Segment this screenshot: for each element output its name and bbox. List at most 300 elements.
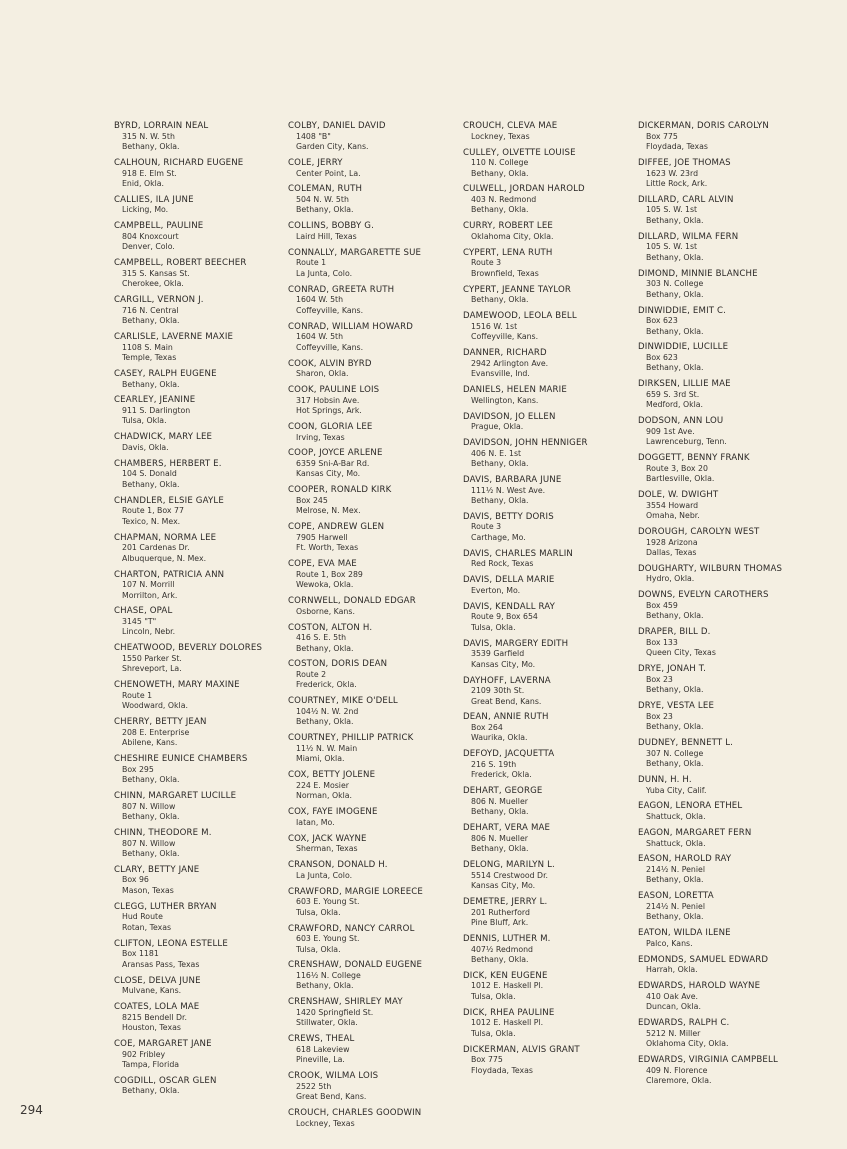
entry-address-line: Osborne, Kans. (296, 606, 355, 616)
entry-name: CLARY, BETTY JANE (114, 864, 200, 875)
directory-entry (114, 158, 282, 189)
entry-address-line: Little Rock, Ark. (646, 178, 708, 188)
entry-name: COPE, EVA MAE (288, 559, 357, 570)
entry-address-line: 104 S. Donald (122, 469, 177, 479)
directory-entry (638, 1018, 806, 1049)
directory-entry (288, 807, 456, 828)
entry-address-line: 105 S. W. 1st (646, 242, 698, 252)
entry-name: COX, FAYE IMOGENE (288, 807, 378, 818)
directory-entry (288, 184, 456, 215)
entry-address-line: Red Rock, Texas (471, 559, 534, 569)
directory-entry (114, 643, 282, 674)
entry-address-line: Licking, Mo. (122, 205, 169, 215)
entry-address-line: Tulsa, Okla. (471, 991, 516, 1001)
directory-entry (288, 696, 456, 727)
entry-address-line: Shattuck, Okla. (646, 838, 706, 848)
entry-name: CYPERT, LENA RUTH (463, 247, 553, 258)
entry-address-line: 214½ N. Peniel (646, 901, 705, 911)
entry-address-line: Harrah, Okla. (646, 965, 698, 975)
directory-entry (114, 459, 282, 490)
directory-column-2 (288, 121, 456, 1135)
entry-name: CRENSHAW, SHIRLEY MAY (288, 997, 403, 1008)
entry-address-line: Hydro, Okla. (646, 574, 695, 584)
entry-name: DAVIDSON, JO ELLEN (463, 411, 556, 422)
directory-entry (463, 934, 631, 965)
entry-name: DEAN, ANNIE RUTH (463, 712, 549, 723)
entry-name: CRANSON, DONALD H. (288, 860, 388, 871)
entry-address-line: Tulsa, Okla. (471, 1028, 516, 1038)
entry-address-line: Box 1181 (122, 949, 159, 959)
entry-address-line: 1550 Parker St. (122, 653, 182, 663)
entry-address-line: Stillwater, Okla. (296, 1018, 358, 1028)
directory-entry (288, 733, 456, 764)
entry-address-line: Floydada, Texas (646, 142, 708, 151)
entry-address-line: Coffeyville, Kans. (296, 305, 364, 315)
entry-address-line: Medford, Okla. (646, 400, 704, 410)
entry-address-line: 1604 W. 5th (296, 295, 344, 305)
directory-entry (114, 865, 282, 896)
directory-entry (463, 184, 631, 215)
entry-address-line: 716 N. Central (122, 305, 179, 315)
directory-entry (638, 828, 806, 849)
entry-address-line: Bethany, Okla. (646, 611, 704, 621)
directory-entry (114, 939, 282, 970)
entry-address-line: Box 775 (646, 131, 678, 141)
entry-address-line: Bartlesville, Okla. (646, 474, 715, 484)
entry-address-line: Kansas City, Mo. (296, 469, 361, 479)
entry-address-line: Iatan, Mo. (296, 817, 335, 827)
entry-name: DICK, KEN EUGENE (463, 970, 548, 981)
entry-address-line: Box 23 (646, 711, 673, 721)
entry-address-line: Lincoln, Nebr. (122, 627, 176, 637)
entry-name: CALLIES, ILA JUNE (114, 194, 194, 205)
entry-address-line: Box 245 (296, 495, 328, 505)
entry-name: DUDNEY, BENNETT L. (638, 738, 734, 748)
entry-name: COOK, ALVIN BYRD (288, 358, 372, 369)
entry-address-line: Miami, Okla. (296, 754, 345, 764)
directory-entry (638, 232, 806, 263)
directory-entry (463, 712, 631, 743)
entry-address-line: Cherokee, Okla. (122, 279, 184, 289)
entry-address-line: Box 96 (122, 875, 149, 885)
entry-address-line: La Junta, Colo. (296, 870, 353, 880)
entry-address-line: Bethany, Okla. (122, 142, 180, 151)
entry-address-line: 5514 Crestwood Dr. (471, 870, 549, 880)
entry-name: DANNER, RICHARD (463, 348, 547, 359)
entry-address-line: 216 S. 19th (471, 759, 517, 769)
directory-entry (288, 448, 456, 479)
entry-address-line: Bethany, Okla. (646, 875, 704, 885)
directory-entry (463, 311, 631, 342)
directory-entry (463, 786, 631, 817)
entry-address-line: 1928 Arizona (646, 537, 698, 547)
entry-address-line: Oklahoma City, Okla. (471, 231, 554, 241)
entry-address-line: 1108 S. Main (122, 342, 173, 352)
entry-address-line: 105 S. W. 1st (646, 205, 698, 215)
entry-address-line: Great Bend, Kans. (471, 696, 542, 706)
directory-entry (463, 676, 631, 707)
directory-entry (638, 195, 806, 226)
entry-address-line: 3145 "T" (122, 617, 157, 627)
directory-entry (463, 575, 631, 596)
entry-address-line: Lockney, Texas (296, 1118, 355, 1128)
entry-name: DAVIS, MARGERY EDITH (463, 638, 569, 649)
entry-name: CHESHIRE EUNICE CHAMBERS (114, 754, 248, 765)
directory-entry (114, 754, 282, 785)
entry-address-line: Abilene, Kans. (122, 738, 178, 748)
directory-entry (288, 659, 456, 690)
entry-address-line: Sherman, Texas (296, 844, 358, 854)
entry-name: CLIFTON, LEONA ESTELLE (114, 938, 228, 949)
entry-address-line: Shreveport, La. (122, 664, 182, 674)
entry-name: DRAPER, BILL D. (638, 627, 711, 638)
directory-entry (288, 248, 456, 279)
directory-entry (638, 738, 806, 769)
directory-entry (638, 342, 806, 373)
directory-entry (463, 248, 631, 279)
entry-name: DUNN, H. H. (638, 774, 692, 785)
entry-address-line: Kansas City, Mo. (471, 881, 536, 891)
entry-address-line: Mason, Texas (122, 885, 174, 895)
entry-address-line: 315 S. Kansas St. (122, 268, 190, 278)
entry-address-line: Frederick, Okla. (296, 680, 357, 690)
entry-address-line: Morrilton, Ark. (122, 590, 178, 600)
entry-name: CARLISLE, LAVERNE MAXIE (114, 332, 234, 343)
entry-address-line: Bethany, Okla. (122, 775, 180, 785)
entry-name: CYPERT, JEANNE TAYLOR (463, 284, 572, 295)
directory-entry (288, 422, 456, 443)
entry-address-line: 107 N. Morrill (122, 580, 175, 590)
directory-entry (288, 359, 456, 380)
entry-name: DANIELS, HELEN MARIE (463, 385, 567, 396)
entry-name: COSTON, ALTON H. (288, 622, 373, 633)
entry-name: DAYHOFF, LAVERNA (463, 675, 551, 686)
entry-name: EAGON, MARGARET FERN (638, 827, 752, 838)
entry-address-line: Albuquerque, N. Mex. (122, 553, 207, 563)
entry-name: CREWS, THEAL (288, 1034, 355, 1045)
entry-name: CONRAD, GREETA RUTH (288, 284, 395, 295)
entry-address-line: Ft. Worth, Texas (296, 543, 359, 553)
directory-entry (463, 221, 631, 242)
entry-address-line: 104½ N. W. 2nd (296, 706, 359, 716)
directory-entry (114, 680, 282, 711)
entry-address-line: 224 E. Mosier (296, 780, 349, 790)
entry-address-line: Tulsa, Okla. (296, 944, 341, 954)
directory-entry (114, 717, 282, 748)
directory-entry (638, 158, 806, 189)
entry-name: CHEATWOOD, BEVERLY DOLORES (114, 643, 263, 654)
entry-address-line: Wewoka, Okla. (296, 580, 354, 590)
entry-name: CHAMBERS, HERBERT E. (114, 458, 222, 469)
entry-name: DAVIDSON, JOHN HENNIGER (463, 438, 588, 449)
entry-address-line: 5212 N. Miller (646, 1028, 701, 1038)
entry-address-line: 111½ N. West Ave. (471, 485, 546, 495)
entry-address-line: Pineville, La. (296, 1055, 345, 1065)
entry-address-line: 603 E. Young St. (296, 897, 360, 907)
directory-entry (463, 897, 631, 928)
directory-entry (638, 854, 806, 885)
directory-entry (288, 770, 456, 801)
entry-address-line: Tulsa, Okla. (471, 622, 516, 632)
entry-name: COX, JACK WAYNE (288, 833, 367, 844)
entry-address-line: 1408 "B" (296, 131, 331, 141)
directory-entry (638, 416, 806, 447)
entry-name: CARGILL, VERNON J. (114, 295, 204, 306)
directory-entry (288, 322, 456, 353)
entry-address-line: 2942 Arlington Ave. (471, 358, 549, 368)
entry-address-line: Bethany, Okla. (122, 848, 180, 858)
entry-address-line: 110 N. College (471, 158, 529, 168)
entry-address-line: Bethany, Okla. (471, 954, 529, 964)
entry-name: EDWARDS, VIRGINIA CAMPBELL (638, 1055, 778, 1066)
directory-entry (114, 121, 282, 152)
directory-entry (463, 749, 631, 780)
entry-name: COURTNEY, PHILLIP PATRICK (288, 733, 414, 744)
entry-address-line: Bethany, Okla. (646, 722, 704, 732)
entry-address-line: Box 775 (471, 1055, 503, 1065)
entry-name: CLEGG, LUTHER BRYAN (114, 901, 217, 912)
directory-entry (114, 976, 282, 997)
entry-address-line: Route 3, Box 20 (646, 463, 708, 473)
entry-address-line: Box 23 (646, 674, 673, 684)
entry-name: DAVIS, DELLA MARIE (463, 575, 555, 586)
entry-address-line: 3554 Howard (646, 500, 699, 510)
entry-name: DAVIS, KENDALL RAY (463, 601, 556, 612)
directory-entry (114, 195, 282, 216)
entry-address-line: 2522 5th (296, 1081, 332, 1091)
entry-address-line: Temple, Texas (122, 353, 177, 363)
directory-entry (288, 860, 456, 881)
entry-address-line: Oklahoma City, Okla. (646, 1039, 729, 1049)
directory-entry (638, 306, 806, 337)
directory-entry (463, 639, 631, 670)
entry-name: EDWARDS, HAROLD WAYNE (638, 981, 761, 992)
directory-entry (288, 960, 456, 991)
directory-entry (463, 549, 631, 570)
entry-address-line: Bethany, Okla. (296, 643, 354, 653)
entry-name: CHINN, THEODORE M. (114, 827, 212, 838)
entry-address-line: Pine Bluff, Ark. (471, 918, 529, 927)
directory-entry (288, 1071, 456, 1102)
entry-address-line: Bethany, Okla. (646, 252, 704, 262)
entry-address-line: Bethany, Okla. (646, 912, 704, 922)
entry-address-line: 806 N. Mueller (471, 833, 528, 843)
entry-address-line: 416 S. E. 5th (296, 633, 347, 643)
entry-address-line: Lockney, Texas (471, 131, 530, 141)
entry-address-line: Bethany, Okla. (296, 717, 354, 727)
directory-entry (288, 623, 456, 654)
entry-name: COATES, LOLA MAE (114, 1002, 200, 1013)
directory-entry (463, 475, 631, 506)
directory-entry (638, 121, 806, 152)
entry-address-line: Everton, Mo. (471, 585, 521, 595)
entry-name: CASEY, RALPH EUGENE (114, 368, 217, 379)
directory-entry (288, 596, 456, 617)
entry-address-line: Bethany, Okla. (122, 479, 180, 489)
entry-address-line: Bethany, Okla. (646, 363, 704, 373)
directory-entry (463, 285, 631, 306)
entry-name: CORNWELL, DONALD EDGAR (288, 596, 416, 607)
entry-address-line: Rotan, Texas (122, 922, 172, 932)
directory-entry (463, 348, 631, 379)
entry-address-line: 410 Oak Ave. (646, 991, 699, 1001)
entry-name: DOGGETT, BENNY FRANK (638, 453, 750, 464)
entry-address-line: Bethany, Okla. (471, 459, 529, 469)
entry-name: COLEMAN, RUTH (288, 184, 363, 195)
directory-entry (638, 453, 806, 484)
entry-address-line: Melrose, N. Mex. (296, 506, 361, 516)
entry-name: EDWARDS, RALPH C. (638, 1018, 730, 1029)
entry-address-line: Lawrenceburg, Tenn. (646, 437, 727, 447)
entry-address-line: 1623 W. 23rd (646, 168, 699, 178)
entry-address-line: 909 1st Ave. (646, 426, 695, 436)
entry-address-line: 911 S. Darlington (122, 406, 191, 416)
entry-name: DIMOND, MINNIE BLANCHE (638, 268, 758, 279)
entry-address-line: Irving, Texas (296, 432, 345, 442)
entry-name: COSTON, DORIS DEAN (288, 659, 388, 670)
entry-address-line: 1012 E. Haskell Pl. (471, 1018, 544, 1028)
directory-entry (288, 1034, 456, 1065)
entry-name: CHERRY, BETTY JEAN (114, 717, 207, 728)
entry-address-line: 807 N. Willow (122, 801, 176, 811)
entry-address-line: La Junta, Colo. (296, 268, 353, 278)
entry-address-line: 303 N. College (646, 279, 704, 289)
directory-column-4 (638, 121, 806, 1092)
entry-address-line: Box 623 (646, 353, 678, 363)
entry-address-line: 315 N. W. 5th (122, 131, 175, 141)
entry-name: DRYE, VESTA LEE (638, 701, 715, 712)
entry-name: DEFOYD, JACQUETTA (463, 749, 555, 760)
entry-address-line: 409 N. Florence (646, 1065, 708, 1075)
entry-name: CHANDLER, ELSIE GAYLE (114, 495, 224, 506)
entry-name: CHINN, MARGARET LUCILLE (114, 791, 237, 801)
entry-name: CURRY, ROBERT LEE (463, 221, 553, 232)
directory-entry (463, 860, 631, 891)
entry-address-line: Bethany, Okla. (122, 1086, 180, 1096)
directory-entry (638, 590, 806, 621)
entry-address-line: Evansville, Ind. (471, 369, 530, 379)
entry-address-line: Omaha, Nebr. (646, 511, 700, 521)
entry-name: DINWIDDIE, LUCILLE (638, 342, 729, 353)
entry-address-line: Bethany, Okla. (471, 495, 529, 505)
entry-name: DAVIS, BETTY DORIS (463, 511, 554, 522)
entry-name: COE, MARGARET JANE (114, 1038, 212, 1049)
entry-name: COOK, PAULINE LOIS (288, 385, 380, 396)
entry-address-line: Box 295 (122, 764, 154, 774)
directory-entry (114, 258, 282, 289)
entry-address-line: 407½ Redmond (471, 944, 533, 954)
entry-address-line: Texico, N. Mex. (122, 516, 181, 526)
entry-address-line: Floydada, Texas (471, 1065, 533, 1075)
directory-entry (463, 971, 631, 1002)
directory-entry (638, 775, 806, 796)
entry-name: DIFFEE, JOE THOMAS (638, 157, 731, 168)
directory-entry (638, 564, 806, 585)
entry-address-line: 208 E. Enterprise (122, 727, 190, 737)
entry-address-line: Center Point, La. (296, 168, 361, 178)
directory-entry (288, 158, 456, 179)
entry-address-line: Hot Springs, Ark. (296, 406, 362, 416)
entry-name: DAMEWOOD, LEOLA BELL (463, 311, 577, 322)
directory-entry (638, 981, 806, 1012)
entry-name: CONNALLY, MARGARETTE SUE (288, 247, 422, 258)
directory-entry (288, 385, 456, 416)
directory-column-1 (114, 121, 282, 1102)
entry-address-line: Duncan, Okla. (646, 1002, 701, 1012)
directory-entry (114, 791, 282, 822)
entry-name: EDMONDS, SAMUEL EDWARD (638, 954, 769, 965)
entry-address-line: 214½ N. Peniel (646, 865, 705, 874)
entry-address-line: 201 Rutherford (471, 907, 530, 917)
entry-name: CLOSE, DELVA JUNE (114, 975, 201, 986)
directory-entry (638, 891, 806, 922)
entry-address-line: Bethany, Okla. (471, 168, 529, 178)
entry-name: CHARTON, PATRICIA ANN (114, 569, 225, 580)
entry-name: CAMPBELL, ROBERT BEECHER (114, 258, 247, 269)
entry-address-line: 3539 Garfield (471, 649, 525, 659)
entry-address-line: 918 E. Elm St. (122, 168, 177, 178)
entry-address-line: 659 S. 3rd St. (646, 389, 700, 399)
entry-name: BYRD, LORRAIN NEAL (114, 121, 209, 131)
entry-name: DEMETRE, JERRY L. (463, 897, 548, 907)
entry-address-line: Bethany, Okla. (471, 844, 529, 854)
entry-address-line: Sharon, Okla. (296, 369, 349, 379)
entry-address-line: 504 N. W. 5th (296, 195, 349, 204)
entry-name: CROUCH, CHARLES GOODWIN (288, 1108, 422, 1119)
entry-address-line: Mulvane, Kans. (122, 986, 182, 996)
entry-address-line: Great Bend, Kans. (296, 1092, 367, 1102)
directory-entry (114, 432, 282, 453)
directory-entry (114, 496, 282, 527)
entry-name: DEHART, VERA MAE (463, 823, 551, 834)
entry-address-line: Laird Hill, Texas (296, 231, 357, 241)
entry-name: COPE, ANDREW GLEN (288, 522, 385, 533)
directory-entry (638, 269, 806, 300)
entry-address-line: Bethany, Okla. (122, 316, 180, 326)
entry-name: DAVIS, CHARLES MARLIN (463, 548, 574, 559)
directory-entry (638, 701, 806, 732)
entry-address-line: 11½ N. W. Main (296, 743, 358, 753)
entry-address-line: Waurika, Okla. (471, 733, 528, 743)
entry-address-line: 1604 W. 5th (296, 332, 344, 342)
entry-address-line: 1012 E. Haskell Pl. (471, 981, 544, 991)
entry-name: EASON, HAROLD RAY (638, 854, 732, 865)
entry-name: COLBY, DANIEL DAVID (288, 121, 386, 131)
entry-name: CEARLEY, JEANINE (114, 395, 196, 406)
entry-name: COOP, JOYCE ARLENE (288, 448, 383, 459)
page-number: 294 (20, 1103, 43, 1117)
entry-address-line: 804 Knoxcourt (122, 231, 179, 241)
directory-entry (463, 412, 631, 433)
entry-address-line: Palco, Kans. (646, 938, 693, 948)
entry-name: CHAPMAN, NORMA LEE (114, 532, 217, 543)
entry-name: CAMPBELL, PAULINE (114, 221, 204, 232)
entry-address-line: Shattuck, Okla. (646, 812, 706, 821)
entry-address-line: Queen City, Texas (646, 648, 716, 658)
directory-entry (114, 395, 282, 426)
directory-entry (114, 295, 282, 326)
entry-address-line: Tulsa, Okla. (122, 416, 167, 426)
entry-name: CULWELL, JORDAN HAROLD (463, 184, 585, 195)
entry-address-line: Wellington, Kans. (471, 395, 539, 405)
entry-address-line: 618 Lakeview (296, 1044, 350, 1054)
entry-name: DOLE, W. DWIGHT (638, 490, 719, 501)
entry-name: DICKERMAN, DORIS CAROLYN (638, 121, 769, 131)
entry-name: DODSON, ANN LOU (638, 416, 724, 427)
directory-entry (463, 602, 631, 633)
entry-address-line: Claremore, Okla. (646, 1076, 712, 1086)
entry-name: DICK, RHEA PAULINE (463, 1007, 555, 1018)
